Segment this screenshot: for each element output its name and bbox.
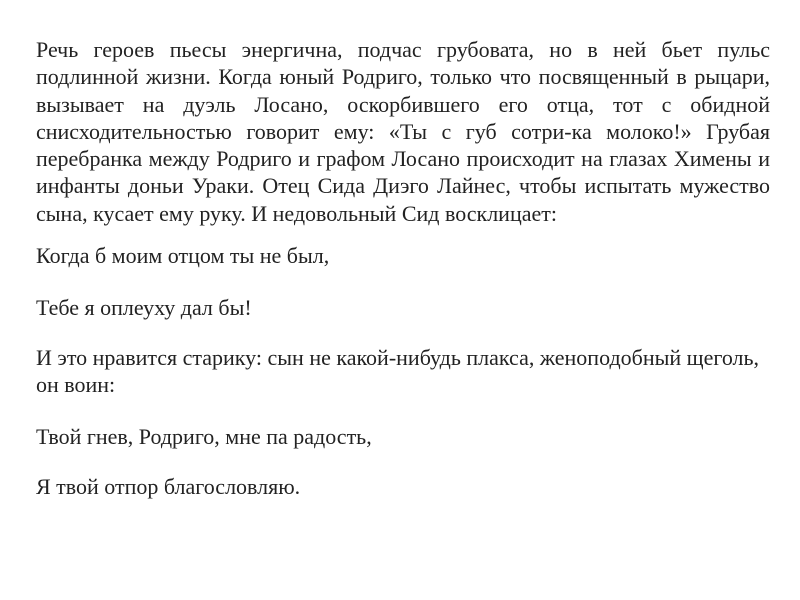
quote-line-4: Я твой отпор благословляю. — [36, 473, 301, 499]
text-block — [36, 36, 770, 500]
intro-paragraph: Речь героев пьесы энергична, подчас грубовата, но в ней бьет пульс подлинной жизни. Когда юный Родриго, только что посвященный в рыцари, вызывает на дуэль Лосано, оскорбившего его отца, тот с обидной снисходительностью говорит ему: «Ты с губ сотри-ка молоко!» Грубая перебранка между Родриго и графом Лосано происходит на глазах Химены и инфанты доньи Ураки. Отец Сида Диэго Лайнес, чтобы испытать мужество сына, кусает ему руку. И недовольный Сид восклицает: — [36, 37, 770, 226]
quote-line-3: Твой гнев, Родриго, мне па радость, — [36, 424, 372, 450]
quote-line-1: Когда б моим отцом ты не был, — [36, 243, 330, 269]
quote-line-2: Тебе я оплеуху дал бы! — [36, 295, 252, 321]
commentary-paragraph: И это нравится старику: сын не какой-нибудь плакса, женоподобный щеголь, он воин: — [36, 344, 760, 397]
